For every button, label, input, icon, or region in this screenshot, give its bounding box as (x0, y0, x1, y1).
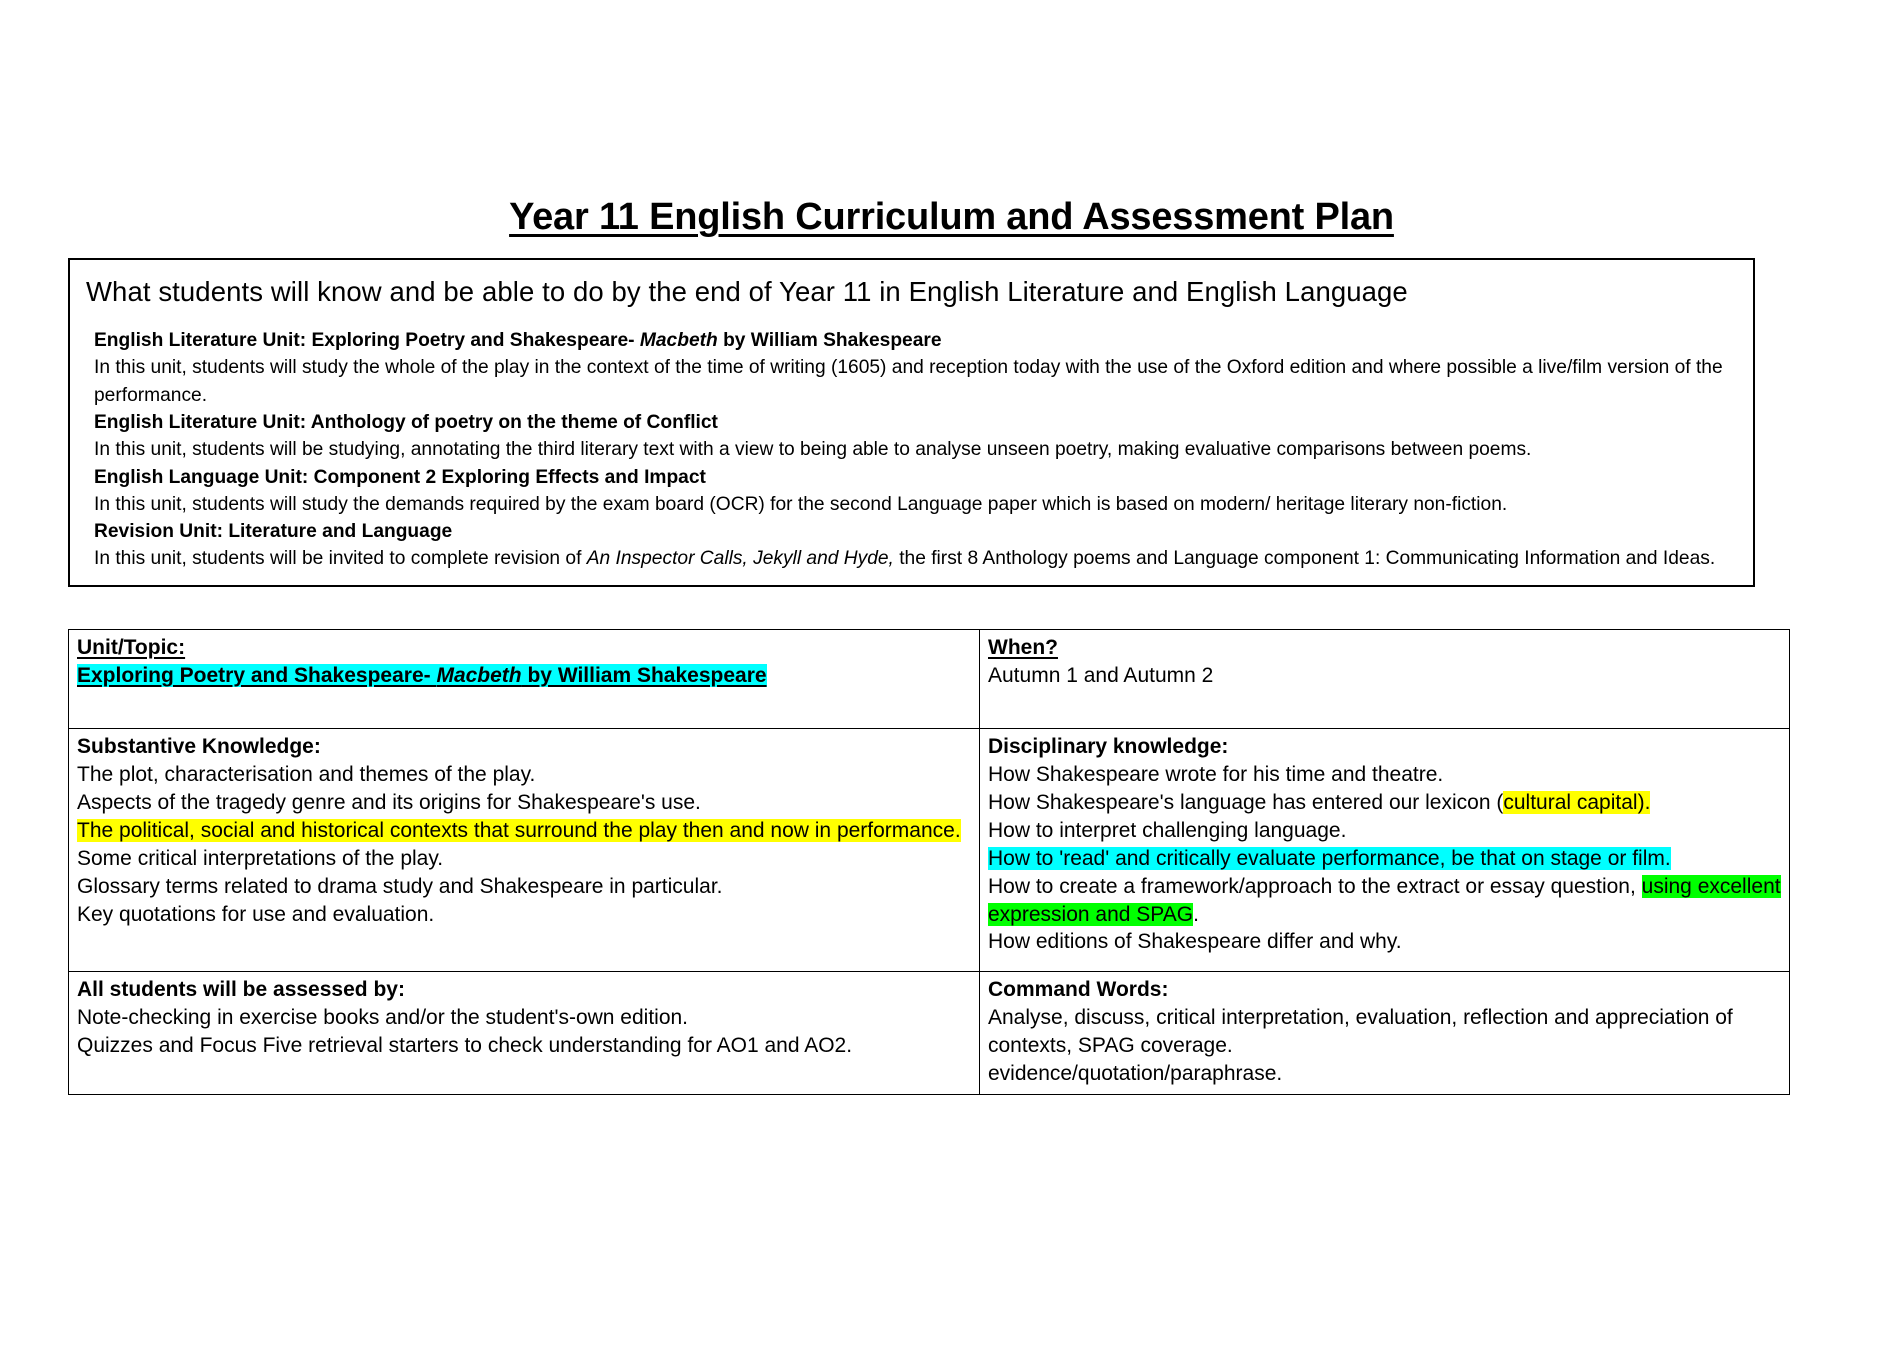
unit-body: In this unit, students will be studying, annotating the third literary text with a view to being able to analyse unseen poetry, making evaluative comparisons between poems. (94, 439, 1532, 461)
unit-block-revision (86, 518, 1737, 573)
intro-box (68, 258, 1755, 587)
unit-body: In this unit, students will study the whole of the play in the context of the time of writing (1605) and reception today with the use of the Oxford edition and where possible a live/film version of the performance. (94, 357, 1723, 406)
page-title-text: Year 11 English Curriculum and Assessment Plan (509, 196, 1394, 238)
unit-block-language-component2 (86, 464, 1737, 519)
intro-heading: What students will know and be able to do by the end of Year 11 in English Literature and English Language (86, 276, 1408, 307)
cell-heading-unit-topic: Unit/Topic: (77, 636, 186, 659)
cell-heading-substantive-knowledge: Substantive Knowledge: (77, 735, 321, 758)
unit-block-literature-macbeth (86, 327, 1737, 409)
cell-assessment (69, 972, 980, 1095)
unit-topic-pre: Exploring Poetry and Shakespeare- (77, 663, 437, 687)
disciplinary-line-with-highlight (988, 789, 1781, 817)
disciplinary-line-yellow: cultural capital). (1503, 790, 1651, 814)
disciplinary-line-cyan-wrap (988, 845, 1781, 873)
unit-title: English Language Unit: Component 2 Exploring Effects and Impact (94, 466, 706, 488)
unit-title-post: by William Shakespeare (717, 330, 942, 352)
disciplinary-line: How Shakespeare wrote for his time and theatre. (988, 762, 1444, 786)
cell-substantive-knowledge (69, 729, 980, 972)
substantive-line: Key quotations for use and evaluation. (77, 902, 435, 926)
unit-body (86, 545, 1737, 572)
curriculum-plan-table (68, 629, 1790, 1095)
unit-title: English Literature Unit: Anthology of poetry on the theme of Conflict (94, 411, 718, 433)
command-words-line: Analyse, discuss, critical interpretation, evaluation, reflection and appreciation of contexts, SPAG coverage. (988, 1005, 1733, 1057)
cell-disciplinary-knowledge (980, 729, 1790, 972)
disciplinary-line: How to interpret challenging language. (988, 818, 1347, 842)
cell-heading-assessment: All students will be assessed by: (77, 978, 405, 1001)
unit-title: Revision Unit: Literature and Language (94, 521, 453, 543)
unit-topic-post: by William Shakespeare (521, 663, 767, 687)
cell-when (980, 630, 1790, 729)
unit-body: In this unit, students will study the demands required by the exam board (OCR) for the second Language paper which is based on modern/ heritage literary non-fiction. (94, 493, 1508, 515)
cell-command-words (980, 972, 1790, 1095)
disciplinary-line-with-green (988, 873, 1781, 929)
substantive-line: Some critical interpretations of the play. (77, 846, 444, 870)
unit-title (86, 327, 1737, 354)
disciplinary-line-plain: How Shakespeare's language has entered our lexicon ( (988, 790, 1504, 814)
table-row-assessment (69, 972, 1790, 1095)
when-value: Autumn 1 and Autumn 2 (988, 663, 1214, 687)
page-title (0, 196, 1903, 239)
cell-heading-command-words: Command Words: (988, 978, 1169, 1001)
unit-topic-italic: Macbeth (436, 663, 522, 687)
disciplinary-line-plain-a: How to create a framework/approach to the extract or essay question, (988, 874, 1642, 898)
table-row-unit-when (69, 630, 1790, 729)
disciplinary-line-green: using excellent expression and SPAG (988, 874, 1781, 926)
cell-heading-when: When? (988, 636, 1058, 659)
assessment-line: Note-checking in exercise books and/or the student's-own edition. (77, 1005, 689, 1029)
disciplinary-line-plain-b: . (1193, 902, 1199, 926)
table-row-knowledge (69, 729, 1790, 972)
unit-body-pre: In this unit, students will be invited to complete revision of (94, 548, 587, 570)
substantive-line-highlighted: The political, social and historical contexts that surround the play then and now in performance. (77, 818, 961, 842)
unit-title-italic: Macbeth (639, 330, 718, 352)
disciplinary-line: How editions of Shakespeare differ and why. (988, 930, 1402, 954)
unit-block-literature-conflict (86, 409, 1737, 464)
substantive-line: Glossary terms related to drama study and Shakespeare in particular. (77, 874, 723, 898)
unit-body-post: the first 8 Anthology poems and Language component 1: Communicating Information and Ideas. (893, 548, 1716, 570)
disciplinary-line-cyan: How to 'read' and critically evaluate performance, be that on stage or film. (988, 846, 1671, 870)
unit-body-italic: An Inspector Calls, Jekyll and Hyde, (586, 548, 894, 570)
substantive-line: Aspects of the tragedy genre and its origins for Shakespeare's use. (77, 790, 701, 814)
cell-heading-disciplinary-knowledge: Disciplinary knowledge: (988, 735, 1229, 758)
unit-topic-value (77, 662, 971, 691)
substantive-line: The plot, characterisation and themes of the play. (77, 762, 536, 786)
command-words-line: evidence/quotation/paraphrase. (988, 1061, 1283, 1085)
unit-title-pre: English Literature Unit: Exploring Poetry and Shakespeare- (94, 330, 640, 352)
assessment-line: Quizzes and Focus Five retrieval starters to check understanding for AO1 and AO2. (77, 1033, 853, 1057)
cell-unit-topic (69, 630, 980, 729)
